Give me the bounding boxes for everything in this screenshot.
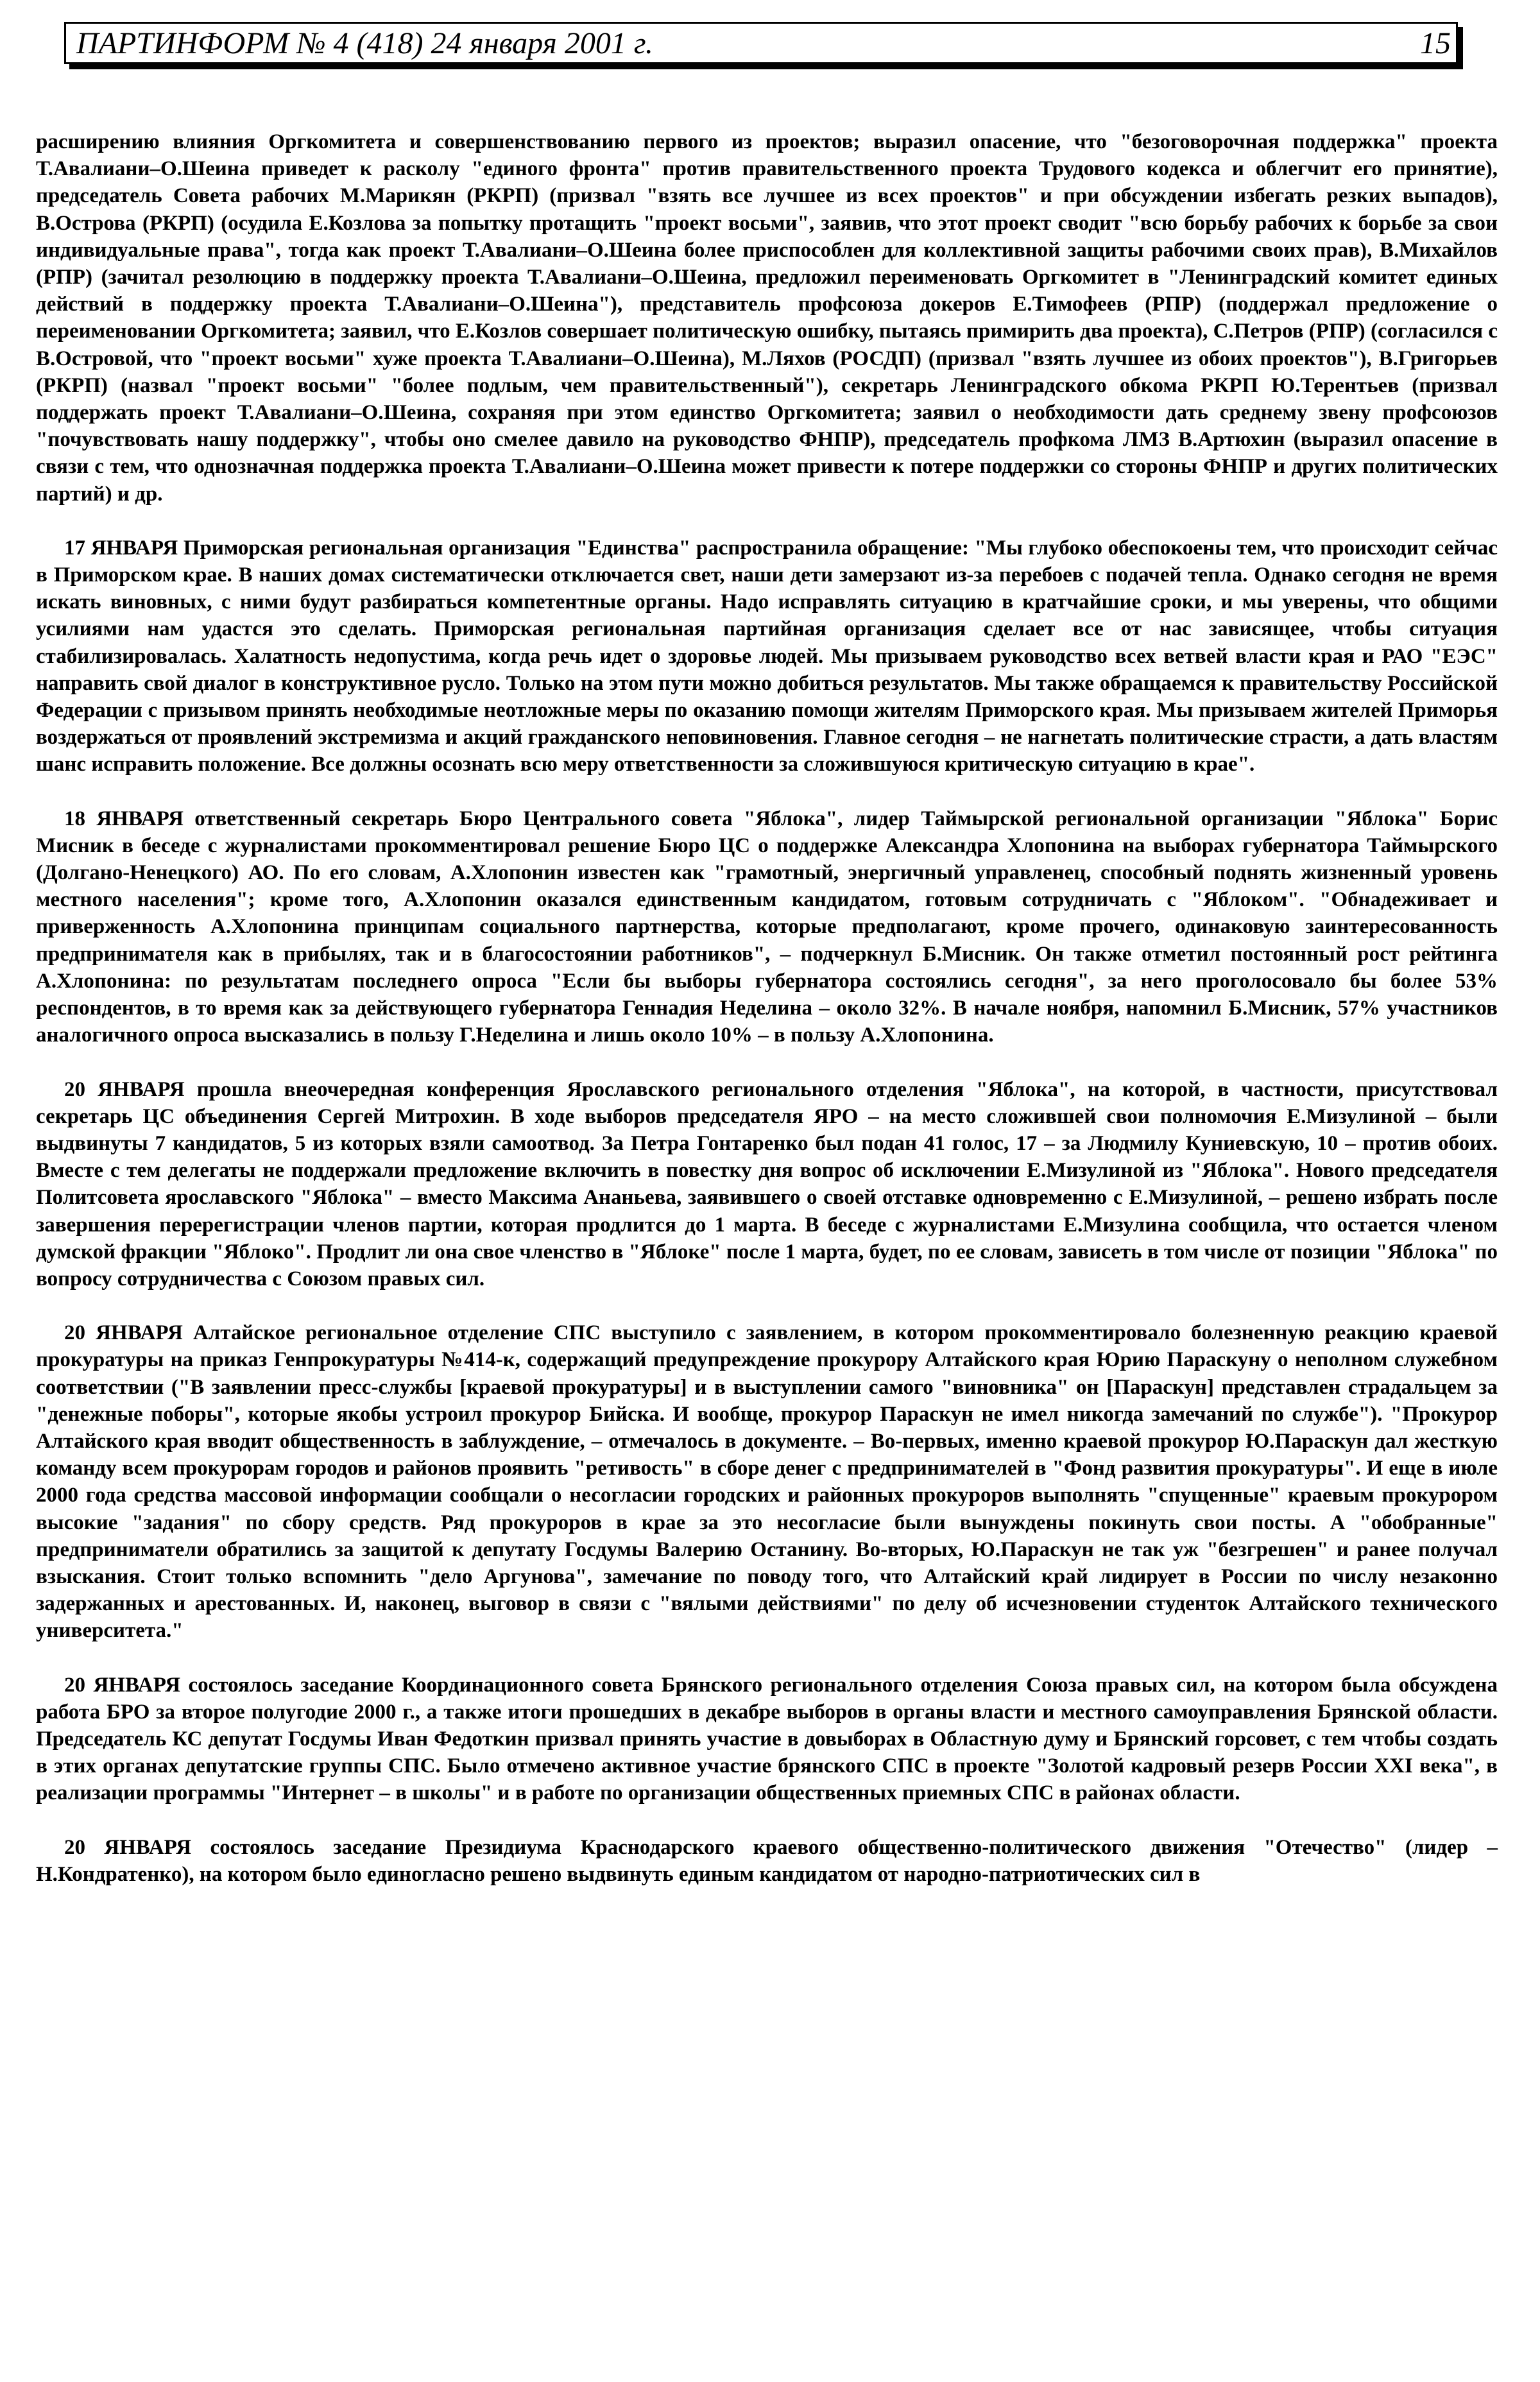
running-header xyxy=(64,22,1458,64)
paragraph-jan17-primorye: 17 ЯНВАРЯ Приморская региональная организация "Единства" распространила обращение: "Мы глубоко обеспокоены тем, что происходит сейчас в Приморском крае. В наших домах систематически отключается свет, наши дети замерзают из-за перебоев с подачей тепла. Однако сегодня не время искать виновных, с ними будут разбираться компетентные органы. Надо исправлять ситуацию в кратчайшие сроки, и мы уверены, что общими усилиями нам удастся это сделать. Приморская региональная партийная организация сделает все от нас зависящее, чтобы ситуация стабилизировалась. Халатность недопустима, когда речь идет о здоровье людей. Мы призываем руководство всех ветвей власти края и РАО "ЕЭС" направить свой диалог в конструктивное русло. Только на этом пути можно добиться результатов. Мы также обращаемся к правительству Российской Федерации с призывом принять необходимые неотложные меры по оказанию помощи жителям Приморского края. Мы призываем жителей Приморья воздержаться от проявлений экстремизма и акций гражданского неповиновения. Главное сегодня – не нагнетать политические страсти, а дать властям шанс исправить положение. Все должны осознать всю меру ответственности за сложившуюся критическую ситуацию в крае". xyxy=(36,536,1498,776)
paragraph-jan18-taimyr: 18 ЯНВАРЯ ответственный секретарь Бюро Центрального совета "Яблока", лидер Таймырской региональной организации "Яблока" Борис Мисник в беседе с журналистами прокомментировал решение Бюро ЦС о поддержке Александра Хлопонина на выборах губернатора Таймырского (Долгано-Ненецкого) АО. По его словам, А.Хлопонин известен как "грамотный, энергичный управленец, способный поднять жизненный уровень местного населения"; кроме того, А.Хлопонин оказался единственным кандидатом, готовым сотрудничать с "Яблоком". "Обнадеживает и приверженность А.Хлопонина принципам социального партнерства, которые предполагают, кроме прочего, одинаковую заинтересованность предпринимателя как в прибылях, так и в благосостоянии работников", – подчеркнул Б.Мисник. Он также отметил постоянный рост рейтинга А.Хлопонина: по результатам последнего опроса "Если бы выборы губернатора состоялись сегодня", за него проголосовало бы более 53% респондентов, в то время как за действующего губернатора Геннадия Неделина – около 32%. В начале ноября, напомнил Б.Мисник, 57% участников аналогичного опроса высказались в пользу Г.Неделина и лишь около 10% – в пользу А.Хлопонина. xyxy=(36,807,1498,1047)
paragraph-continuation: расширению влияния Оргкомитета и совершенствованию первого из проектов; выразил опасение, что "безоговорочная поддержка" проекта Т.Авалиани–О.Шеина приведет к расколу "единого фронта" против правительственного проекта Трудового кодекса и облегчит его принятие), председатель Совета рабочих М.Марикян (РКРП) (призвал "взять все лучшее из всех проектов" и при обсуждении избегать резких выпадов), В.Острова (РКРП) (осудила Е.Козлова за попытку протащить "проект восьми", заявив, что этот проект сводит "всю борьбу рабочих к борьбе за свои индивидуальные права", тогда как проект Т.Авалиани–О.Шеина более приспособлен для коллективной защиты рабочими своих прав), В.Михайлов (РПР) (зачитал резолюцию в поддержку проекта Т.Авалиани–О.Шеина, предложил переименовать Оргкомитет в "Ленинградский комитет единых действий в поддержку проекта Т.Авалиани–О.Шеина"), представитель профсоюза докеров Е.Тимофеев (РПР) (поддержал предложение о переименовании Оргкомитета; заявил, что Е.Козлов совершает политическую ошибку, пытаясь примирить два проекта), С.Петров (РПР) (согласился с В.Островой, что "проект восьми" хуже проекта Т.Авалиани–О.Шеина), М.Ляхов (РОСДП) (призвал "взять лучшее из обоих проектов"), В.Григорьев (РКРП) (назвал "проект восьми" "более подлым, чем правительственный"), секретарь Ленинградского обкома РКРП Ю.Терентьев (призвал поддержать проект Т.Авалиани–О.Шеина, сохраняя при этом единство Оргкомитета; заявил о необходимости дать среднему звену профсоюзов "почувствовать нашу поддержку", чтобы оно смелее давило на руководство ФНПР), председатель профкома ЛМЗ В.Артюхин (выразил опасение в связи с тем, что однозначная поддержка проекта Т.Авалиани–О.Шеина может привести к потере поддержки со стороны ФНПР и других политических партий) и др. xyxy=(36,130,1498,506)
paragraph-jan20-bryansk: 20 ЯНВАРЯ состоялось заседание Координационного совета Брянского регионального отделения Союза правых сил, на котором была обсуждена работа БРО за второе полугодие 2000 г., а также итоги прошедших в декабре выборов в органы власти и местного самоуправления Брянской области. Председатель КС депутат Госдумы Иван Федоткин призвал принять участие в довыборах в Областную думу и Брянский горсовет, с тем чтобы создать в этих органах депутатские группы СПС. Было отмечено активное участие брянского СПС в проекте "Золотой кадровый резерв России XXI века", в реализации программы "Интернет – в школы" и в работе по организации общественных приемных СПС в районах области. xyxy=(36,1673,1498,1805)
article-body xyxy=(36,128,1498,1915)
paragraph-jan20-altai: 20 ЯНВАРЯ Алтайское региональное отделение СПС выступило с заявлением, в котором прокомментировало болезненную реакцию краевой прокуратуры на приказ Генпрокуратуры №414-к, содержащий предупреждение прокурору Алтайского края Юрию Параскуну о неполном служебном соответствии ("В заявлении пресс-службы [краевой прокуратуры] и в выступлении самого "виновника" он [Параскун] представлен страдальцем за "денежные поборы", которые якобы устроил прокурор Бийска. И вообще, прокурор Параскун не имел никогда замечаний по службе"). "Прокурор Алтайского края вводит общественность в заблуждение, – отмечалось в документе. – Во-первых, именно краевой прокурор Ю.Параскун дал жесткую команду всем прокурорам городов и районов проявить "ретивость" в сборе денег с предпринимателей в "Фонд развития прокуратуры". И еще в июле 2000 года средства массовой информации сообщали о несогласии городских и районных прокуроров выполнять "спущенные" краевым прокурором высокие "задания" по сбору средств. Ряд прокуроров в крае за это несогласие были вынуждены покинуть свои посты. А "обобранные" предприниматели обратились за защитой к депутату Госдумы Валерию Останину. Во-вторых, Ю.Параскун не так уж "безгрешен" и ранее получал взыскания. Стоит только вспомнить "дело Аргунова", замечание по поводу того, что Алтайский край лидирует в России по числу незаконно задержанных и арестованных. И, наконец, выговор в связи с "вялыми действиями" по делу об исчезновении студенток Алтайского технического университета." xyxy=(36,1321,1498,1643)
page-number: 15 xyxy=(1420,26,1451,60)
paragraph-jan20-yaroslavl: 20 ЯНВАРЯ прошла внеочередная конференция Ярославского регионального отделения "Яблока", на которой, в частности, присутствовал секретарь ЦС объединения Сергей Митрохин. В ходе выборов председателя ЯРО – на место сложившей свои полномочия Е.Мизулиной – были выдвинуты 7 кандидатов, 5 из которых взяли самоотвод. За Петра Гонтаренко был подан 41 голос, 17 – за Людмилу Куниевскую, 10 – против обоих. Вместе с тем делегаты не поддержали предложение включить в повестку дня вопрос об исключении Е.Мизулиной из "Яблока". Нового председателя Политсовета ярославского "Яблока" – вместо Максима Ананьева, заявившего о своей отставке одновременно с Е.Мизулиной, – решено избрать после завершения перерегистрации членов партии, которая продлится до 1 марта. В беседе с журналистами Е.Мизулина сообщила, что остается членом думской фракции "Яблоко". Продлит ли она свое членство в "Яблоке" после 1 марта, будет, по ее словам, зависеть в том числе от позиции "Яблока" по вопросу сотрудничества с Союзом правых сил. xyxy=(36,1077,1498,1290)
publication-title: ПАРТИНФОРМ № 4 (418) 24 января 2001 г. xyxy=(76,26,653,60)
paragraph-jan20-krasnodar: 20 ЯНВАРЯ состоялось заседание Президиума Краснодарского краевого общественно-политического движения "Отечество" (лидер – Н.Кондратенко), на котором было единогласно решено выдвинуть единым кандидатом от народно-патриотических сил в xyxy=(36,1835,1498,1886)
